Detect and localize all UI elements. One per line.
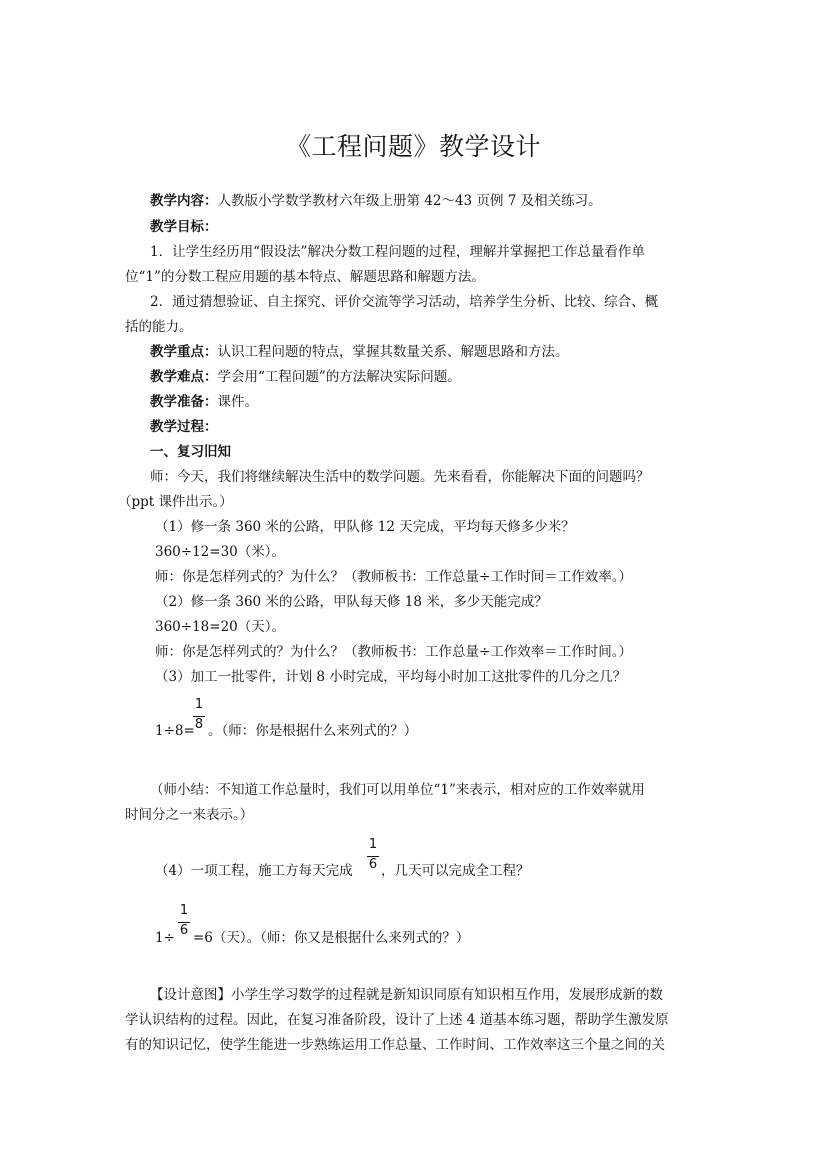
design-intent-line-b: 学认识结构的过程。因此，在复习准备阶段，设计了上述 4 道基本练习题，帮助学生激发原 [125,1012,669,1028]
question-2: （2）修一条 360 米的公路，甲队每天修 18 米，多少天能完成？ [155,594,548,610]
teaching-content-text: 人教版小学数学教材六年级上册第 42～43 页例 7 及相关练习。 [217,193,602,209]
preparation-text: 课件。 [217,394,258,410]
fraction-one-sixth [367,837,379,877]
key-point-line [150,343,569,361]
answer-4-post: =6（天）。（师：你又是根据什么来列式的？） [193,930,470,946]
answer-4-pre: 1÷ [155,930,175,946]
answer-3-pre: 1÷8= [155,723,195,739]
summary-line-a: （师小结：不知道工作总量时，我们可以用单位“1”来表示，相对应的工作效率就用 [150,782,645,798]
question-4-post: ，几天可以完成全工程？ [381,863,530,879]
fraction-numerator: 1 [194,697,204,712]
question-1: （1）修一条 360 米的公路，甲队修 12 天完成，平均每天修多少米？ [155,519,575,535]
teacher-note-2: 师：你是怎样列式的？为什么？（教师板书：工作总量÷工作效率＝工作时间。） [155,644,633,660]
process-label: 教学过程： [150,419,218,435]
fraction-denominator: 8 [194,717,204,732]
question-4-pre: （4）一项工程，施工方每天完成 [155,863,353,879]
answer-3-post: 。（师：你是根据什么来列式的？） [208,723,418,739]
goal-1-line-b: 位“1”的分数工程应用题的基本特点、解题思路和解题方法。 [125,269,485,285]
paragraph-1-line-a: 师：今天，我们将继续解决生活中的数学问题。先来看看，你能解决下面的问题吗？ [150,469,650,485]
preparation-line [150,393,258,411]
preparation-label: 教学准备： [150,394,218,410]
fraction-numerator: 1 [368,837,378,852]
fraction-one-eighth [193,697,205,737]
teacher-note-1: 师：你是怎样列式的？为什么？（教师板书：工作总量÷工作时间＝工作效率。） [155,569,633,585]
document-title: 《工程问题》教学设计 [285,132,541,161]
answer-2: 360÷18=20（天）。 [155,619,285,635]
summary-line-b: 时间分之一来表示。） [125,807,254,823]
goal-1-line-a: 1．让学生经历用“假设法”解决分数工程问题的过程，理解并掌握把工作总量看作单 [150,244,645,260]
fraction-denominator: 6 [368,857,378,872]
key-point-label: 教学重点： [150,344,218,360]
difficulty-label: 教学难点： [150,369,218,385]
design-intent-line-c: 有的知识记忆，使学生能进一步熟练运用工作总量、工作时间、工作效率这三个量之间的关 [125,1037,665,1053]
difficulty-line [150,368,461,386]
fraction-one-sixth [178,903,190,943]
goal-2-line-b: 括的能力。 [125,319,193,335]
question-3: （3）加工一批零件，计划 8 小时完成，平均每小时加工这批零件的几分之几？ [155,669,627,685]
section-heading-review: 一、复习旧知 [150,444,231,460]
paragraph-1-line-b: （ppt 课件出示。） [118,494,233,510]
fraction-denominator: 6 [179,923,189,938]
goal-2-line-a: 2．通过猜想验证、自主探究、评价交流等学习活动，培养学生分析、比较、综合、概 [150,294,659,310]
teaching-content-label: 教学内容： [150,193,218,209]
fraction-numerator: 1 [179,903,189,918]
difficulty-text: 学会用“工程问题”的方法解决实际问题。 [217,369,461,385]
answer-1: 360÷12=30（米）。 [155,544,285,560]
teaching-goals-label: 教学目标： [150,219,218,235]
design-intent-line-a: 【设计意图】小学生学习数学的过程就是新知识同原有知识相互作用，发展形成新的数 [150,987,663,1003]
key-point-text: 认识工程问题的特点，掌握其数量关系、解题思路和方法。 [217,344,569,360]
teaching-content-line [150,192,602,210]
